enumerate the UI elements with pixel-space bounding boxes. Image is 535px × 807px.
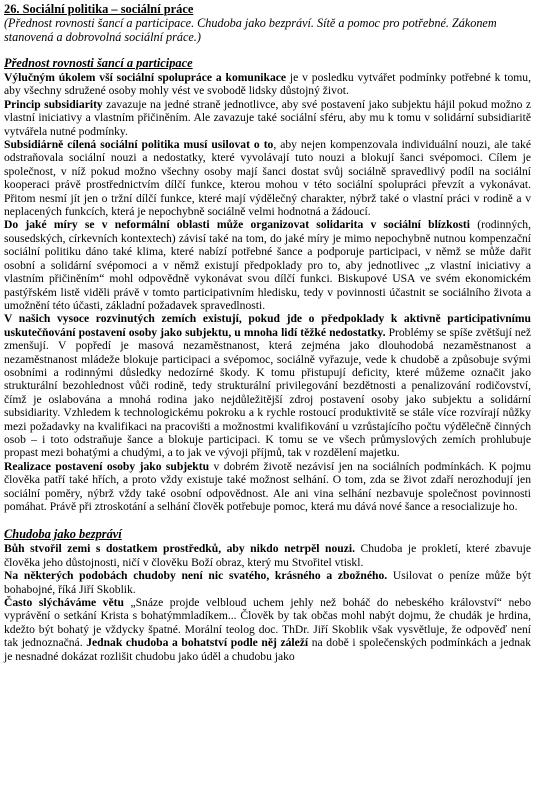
paragraph-lead: Princip subsidiarity — [4, 97, 103, 111]
paragraph-lead: Jednak chudoba a bohatství podle něj záleží — [86, 636, 309, 650]
paragraph-text: „Snáze projde velbloud uchem jehly než boháč do nebeského království“ nebo vyprávění o setkání Krista s bohatýmmladíkem... Člověk by tak občas mohl nabýt dojmu, že chudák je hrdina, kdežto být bohatý je vždycky špatné. Morální teolog doc. ThDr. Jiří Skoblik však vysvětluje, že odpověď není tak jednoznačná. — [4, 596, 531, 650]
paragraph — [4, 98, 531, 138]
paragraph-text: , aby nejen kompenzovala individuální nouzi, ale také odstraňovala sociální nouzi a nedostatky, které vyvolávají tuto nouzi a blokují šanci svépomoci. Cílem je společnost, v níž pokud možno všechny osoby mají šanci dostat svůj sociálně spravedlivý podíl na sociální kooperaci právě prostřednictvím dílčí funkce, kterou mohou v této sociální spolupráci převzít a vykonávat. Přitom nesmí jít jen o tržní dílčí funkce, které mají výdělečný charakter, nýbrž také o vlastní práci v rodině a v neplacených funkcích, která je nepochybně sociálně velmi hodnotná a žádoucí. — [4, 138, 531, 219]
paragraph-lead: Často slýcháváme větu — [4, 596, 124, 610]
paragraph-text: v dobrém životě nezávisí jen na sociálních podmínkách. K pojmu člověka patří také hřích, a proto vždy existuje také možnost selhání. O tom, zda se život zdaří nerozhodují jen sociální poměry, nýbrž vždy také osobní odpovědnost. Ale ani vina selhání nezbavuje společnost povinnosti pomáhat. Právě při ztroskotání a selhání člověk potřebuje pomoc, která mu dává nové šance a resocializuje ho. — [4, 459, 531, 513]
paragraph — [4, 460, 531, 514]
section-title-poverty: Chudoba jako bezpráví — [4, 527, 122, 542]
paragraph-text: Problémy se spíše zvětšují než zmenšují. V popředí je masová nezaměstnanost, která zejména jako dlouhodobá nezaměstnanost a nezaměstnanost mládeže blokuje participaci a svépomoc, sociálně vyřazuje, vede k chudobě a způsobuje svými osobními a rodinnými důsledky nedozírné škody. K tomu přistupují deficity, které můžeme označit jako strukturální bezohlednost vůči rodině, tedy strukturální privilegování bezdětnosti a penalizování rodičovství, čímž je oslabována a mnohá rodina jako nejdůležitější zdroj postavení osoby jako subjektu a solidární subsidiarity. Vzhledem k technologickému pokroku a k rychle rostoucí produktivitě se stále více rozvírají nůžky mezi požadavky na kvalifikaci na pracovišti a možnostmi kvalifikování u vzrůstajícího počtu výdělečně činných osob – i toto odstraňuje šance a blokuje participaci. K tomu se ve všech průmyslových zemích prohlubuje propast mezi bohatými a chudými, a to jak ve vývoji příjmů, tak v rozdělení majetku. — [4, 325, 531, 460]
paragraph-lead: Výlučným úkolem vší sociální spolupráce a komunikace — [4, 71, 287, 84]
paragraph-lead: Na některých podobách chudoby není nic svatého, krásného a zbožného. — [4, 569, 388, 583]
paragraph-text: na době i společenských podmínkách a jednak je nesnadné dokázat rozlišit chudobu jako úděl a chudobu jako — [4, 636, 532, 663]
paragraph-text: Chudoba je prokletí, které zbavuje člověka jeho důstojnosti, ničí v člověku Boží obraz, který mu Stvořitel vtiskl. — [4, 542, 531, 569]
section-title-equal-chances: Přednost rovnosti šancí a participace — [4, 56, 193, 70]
paragraph — [4, 569, 531, 596]
paragraph-text: (rodinných, sousedských, církevních kontextech) závisí také na tom, do jaké míry je mimo nepochybně nutnou kompenzační sociální politiku dáno také klima, které nabízí potřebné šance a podporuje participaci, v němž se může dařit osobní a solidární svépomoci a v němž existují předpoklady pro to, aby jednotlivec „z vlastní iniciativy a vlastním přičiněním“ mohl odpovědně vykonávat svou dílčí funkci. Biskupové USA ve svém ekonomickém pastýřském listě viděli právě v tomto participativním hledisku, tedy v povinnosti účastnit se sociálního života a umožnění této účasti, základní požadavek spravedlnosti. — [4, 218, 531, 312]
paragraph-lead: Realizace postavení osoby jako subjektu — [4, 459, 210, 473]
paragraph — [4, 596, 531, 663]
paragraph — [4, 71, 531, 98]
chapter-subtitle: (Přednost rovnosti šancí a participace. Chudoba jako bezpráví. Sítě a pomoc pro potřebné. Zákonem stanovená a dobrovolná sociální práce.) — [4, 16, 497, 44]
paragraph-lead: Bůh stvořil zemi s dostatkem prostředků, aby nikdo netrpěl nouzi. — [4, 542, 355, 556]
paragraph-lead: Subsidiárně cílená sociální politika musí usilovat o to — [4, 138, 274, 152]
paragraph — [4, 218, 531, 312]
paragraph-text: je v posledku vytvářet podmínky potřebné k tomu, aby všechny sdružené osoby mohly vést ve svobodě lidsky důstojný život. — [4, 71, 531, 98]
paragraph-text: Usilovat o peníze může být bohabojné, říká Jiří Skoblik. — [4, 569, 531, 596]
paragraph-text: zavazuje na jedné straně jednotlivce, aby své postavení jako subjektu hájil pokud možno z vlastní iniciativy a vlastním přičiněním. Ale zavazuje také sociální sféru, aby mu k tomu v solidární subsidiaritě vytvářela nutné podmínky. — [4, 97, 531, 138]
paragraph — [4, 312, 531, 459]
chapter-title: 26. Sociální politika – sociální práce — [4, 2, 194, 16]
paragraph — [4, 138, 531, 218]
paragraph-lead: V našich vysoce rozvinutých zemích existují, pokud jde o předpoklady k aktivně participativnímu uskutečňování postavení osoby jako subjektu, u mnoha lidí těžké nedostatky. — [4, 312, 531, 339]
paragraph — [4, 542, 531, 569]
paragraph-lead: Do jaké míry se v neformální oblasti může organizovat solidarita v sociální blízkosti — [4, 218, 470, 232]
